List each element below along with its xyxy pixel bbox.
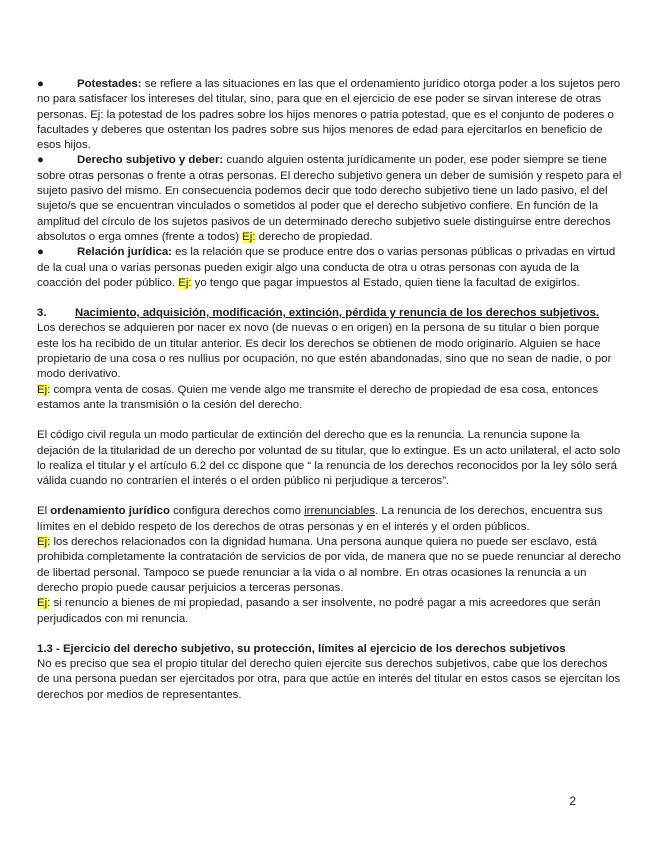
term-potestades: Potestades: xyxy=(77,78,142,90)
ej-highlight: Ej: xyxy=(242,230,256,243)
bullet-text: es la relación que se produce entre dos o varias personas públicas o privadas en virtud de la cual una o varias personas pueden exigir algo una conducta de otra u otras personas con ayuda de la coacción del poder público. xyxy=(37,246,616,289)
bullet-potestades xyxy=(37,77,623,153)
text-mid: configura derechos como xyxy=(169,505,305,518)
bullet-relacion-juridica xyxy=(37,245,623,291)
term-relacion-juridica: Relación jurídica: xyxy=(77,246,172,259)
paragraph-ordenamiento xyxy=(37,504,623,535)
paragraph-adquisicion: Los derechos se adquieren por nacer ex novo (de nuevas o en origen) en la persona de su titular o bien porque este los ha recibido de un titular anterior. Es decir los derechos se obtienen de modo originario. Alguien se hace propietario de una cosa o res nullius por ocupación, no que estén abandonadas, sino que no sean de nadie, o por modo derivativo. xyxy=(37,322,612,381)
document-body xyxy=(37,77,623,703)
paragraph-ej-compraventa xyxy=(37,383,623,414)
text-post: . La renuncia de los derechos, encuentra sus límites en el debido respeto de los derechos de otras personas y en el interés y el orden públicos. xyxy=(37,505,603,533)
section-title: Nacimiento, adquisición, modificación, extinción, pérdida y renuncia de los derechos subjetivos. xyxy=(75,307,600,320)
paragraph-renuncia: El código civil regula un modo particular de extinción del derecho que es la renuncia. La renuncia supone la dejación de la titularidad de un derecho por voluntad de su titular, que lo extingue. Es un acto unilateral, el acto solo lo realiza el titular y el artículo 6.2 del cc dispone que “ la renuncia de los derechos reconocidos por la ley sólo será válida cuando no contraríen el interés o el orden público ni perjudique a terceros”. xyxy=(37,429,621,488)
bullet-symbol: ● xyxy=(37,154,44,167)
paragraph-ej-dignidad xyxy=(37,535,623,596)
paragraph-text: los derechos relacionados con la dignidad humana. Una persona aunque quiera no puede ser esclavo, está prohibida completamente la contratación de servicios de por vida, de manera que no se puede renunciar al derecho de libertad personal. Tampoco se puede renunciar a la vida o al nombre. En otras ocasiones la renuncia a un derecho propio puede causar perjuicios a terceras personas. xyxy=(37,536,621,594)
bullet-text-after: derecho de propiedad. xyxy=(255,230,373,243)
ej-highlight: Ej: xyxy=(37,597,51,610)
bullet-text-after: yo tengo que pagar impuestos al Estado, quien tiene la facultad de exigirlos. xyxy=(191,276,580,289)
term-ordenamiento: ordenamiento jurídico xyxy=(50,505,170,518)
section-3-heading xyxy=(37,306,623,321)
term-irrenunciables: irrenunciables xyxy=(304,505,376,518)
paragraph-ejercicio: No es preciso que sea el propio titular del derecho quien ejercite sus derechos subjetivos, cabe que los derechos de una persona puedan ser ejercitados por otra, para que actúe en interés del titular en estos casos se ejercitan los derechos por medios de representantes. xyxy=(37,658,621,701)
bullet-text: cuando alguien ostenta jurídicamente un poder, ese poder siempre se tiene sobre otras personas o frente a otras personas. El derecho subjetivo genera un deber de sumisión y respeto para el sujeto pasivo del mismo. En consecuencia podemos decir que todo derecho subjetivo tiene un lado pasivo, el del sujeto/s que se encuentran vinculados o sometidos al poder que el derecho subjetivo confiere. En función de la amplitud del círculo de los sujetos pasivos de un determinado derecho subjetivo suele distinguirse entre derechos absolutos o erga omnes (frente a todos) xyxy=(37,154,622,243)
term-derecho-subjetivo: Derecho subjetivo y deber: xyxy=(77,154,224,167)
text-pre: El xyxy=(37,505,51,518)
bullet-text: se refiere a las situaciones en las que el ordenamiento jurídico otorga poder a los sujetos pero no para satisfacer los intereses del titular, sino, para que en el ejercicio de ese poder se sirvan interese de otras personas. Ej: la potestad de los padres sobre los hijos menores o patria potestad, que es el conjunto de poderes o facultades y deberes que ostentan los padres sobre sus hijos menores de edad para ejercitarlos en beneficio de esos hijos. xyxy=(37,78,621,152)
ej-highlight: Ej: xyxy=(37,536,51,549)
page-number: 2 xyxy=(569,794,576,808)
section-title: 1.3 - Ejercicio del derecho subjetivo, su protección, límites al ejercicio de los derechos subjetivos xyxy=(37,642,566,655)
bullet-derecho-subjetivo xyxy=(37,153,623,245)
section-number: 3. xyxy=(37,307,47,320)
paragraph-ej-insolvente xyxy=(37,596,623,627)
bullet-symbol: ● xyxy=(37,78,44,90)
ej-highlight: Ej: xyxy=(178,276,192,289)
paragraph-text: compra venta de cosas. Quien me vende algo me transmite el derecho de propiedad de esa cosa, entonces estamos ante la transmisión o la cesión del derecho. xyxy=(37,383,599,411)
section-1-3-heading xyxy=(37,642,623,657)
paragraph-text: si renuncio a bienes de mi propiedad, pasando a ser insolvente, no podré pagar a mis acreedores que serán perjudicados con mi renuncia. xyxy=(37,597,601,625)
ej-highlight: Ej: xyxy=(37,383,51,396)
bullet-symbol: ● xyxy=(37,246,44,259)
